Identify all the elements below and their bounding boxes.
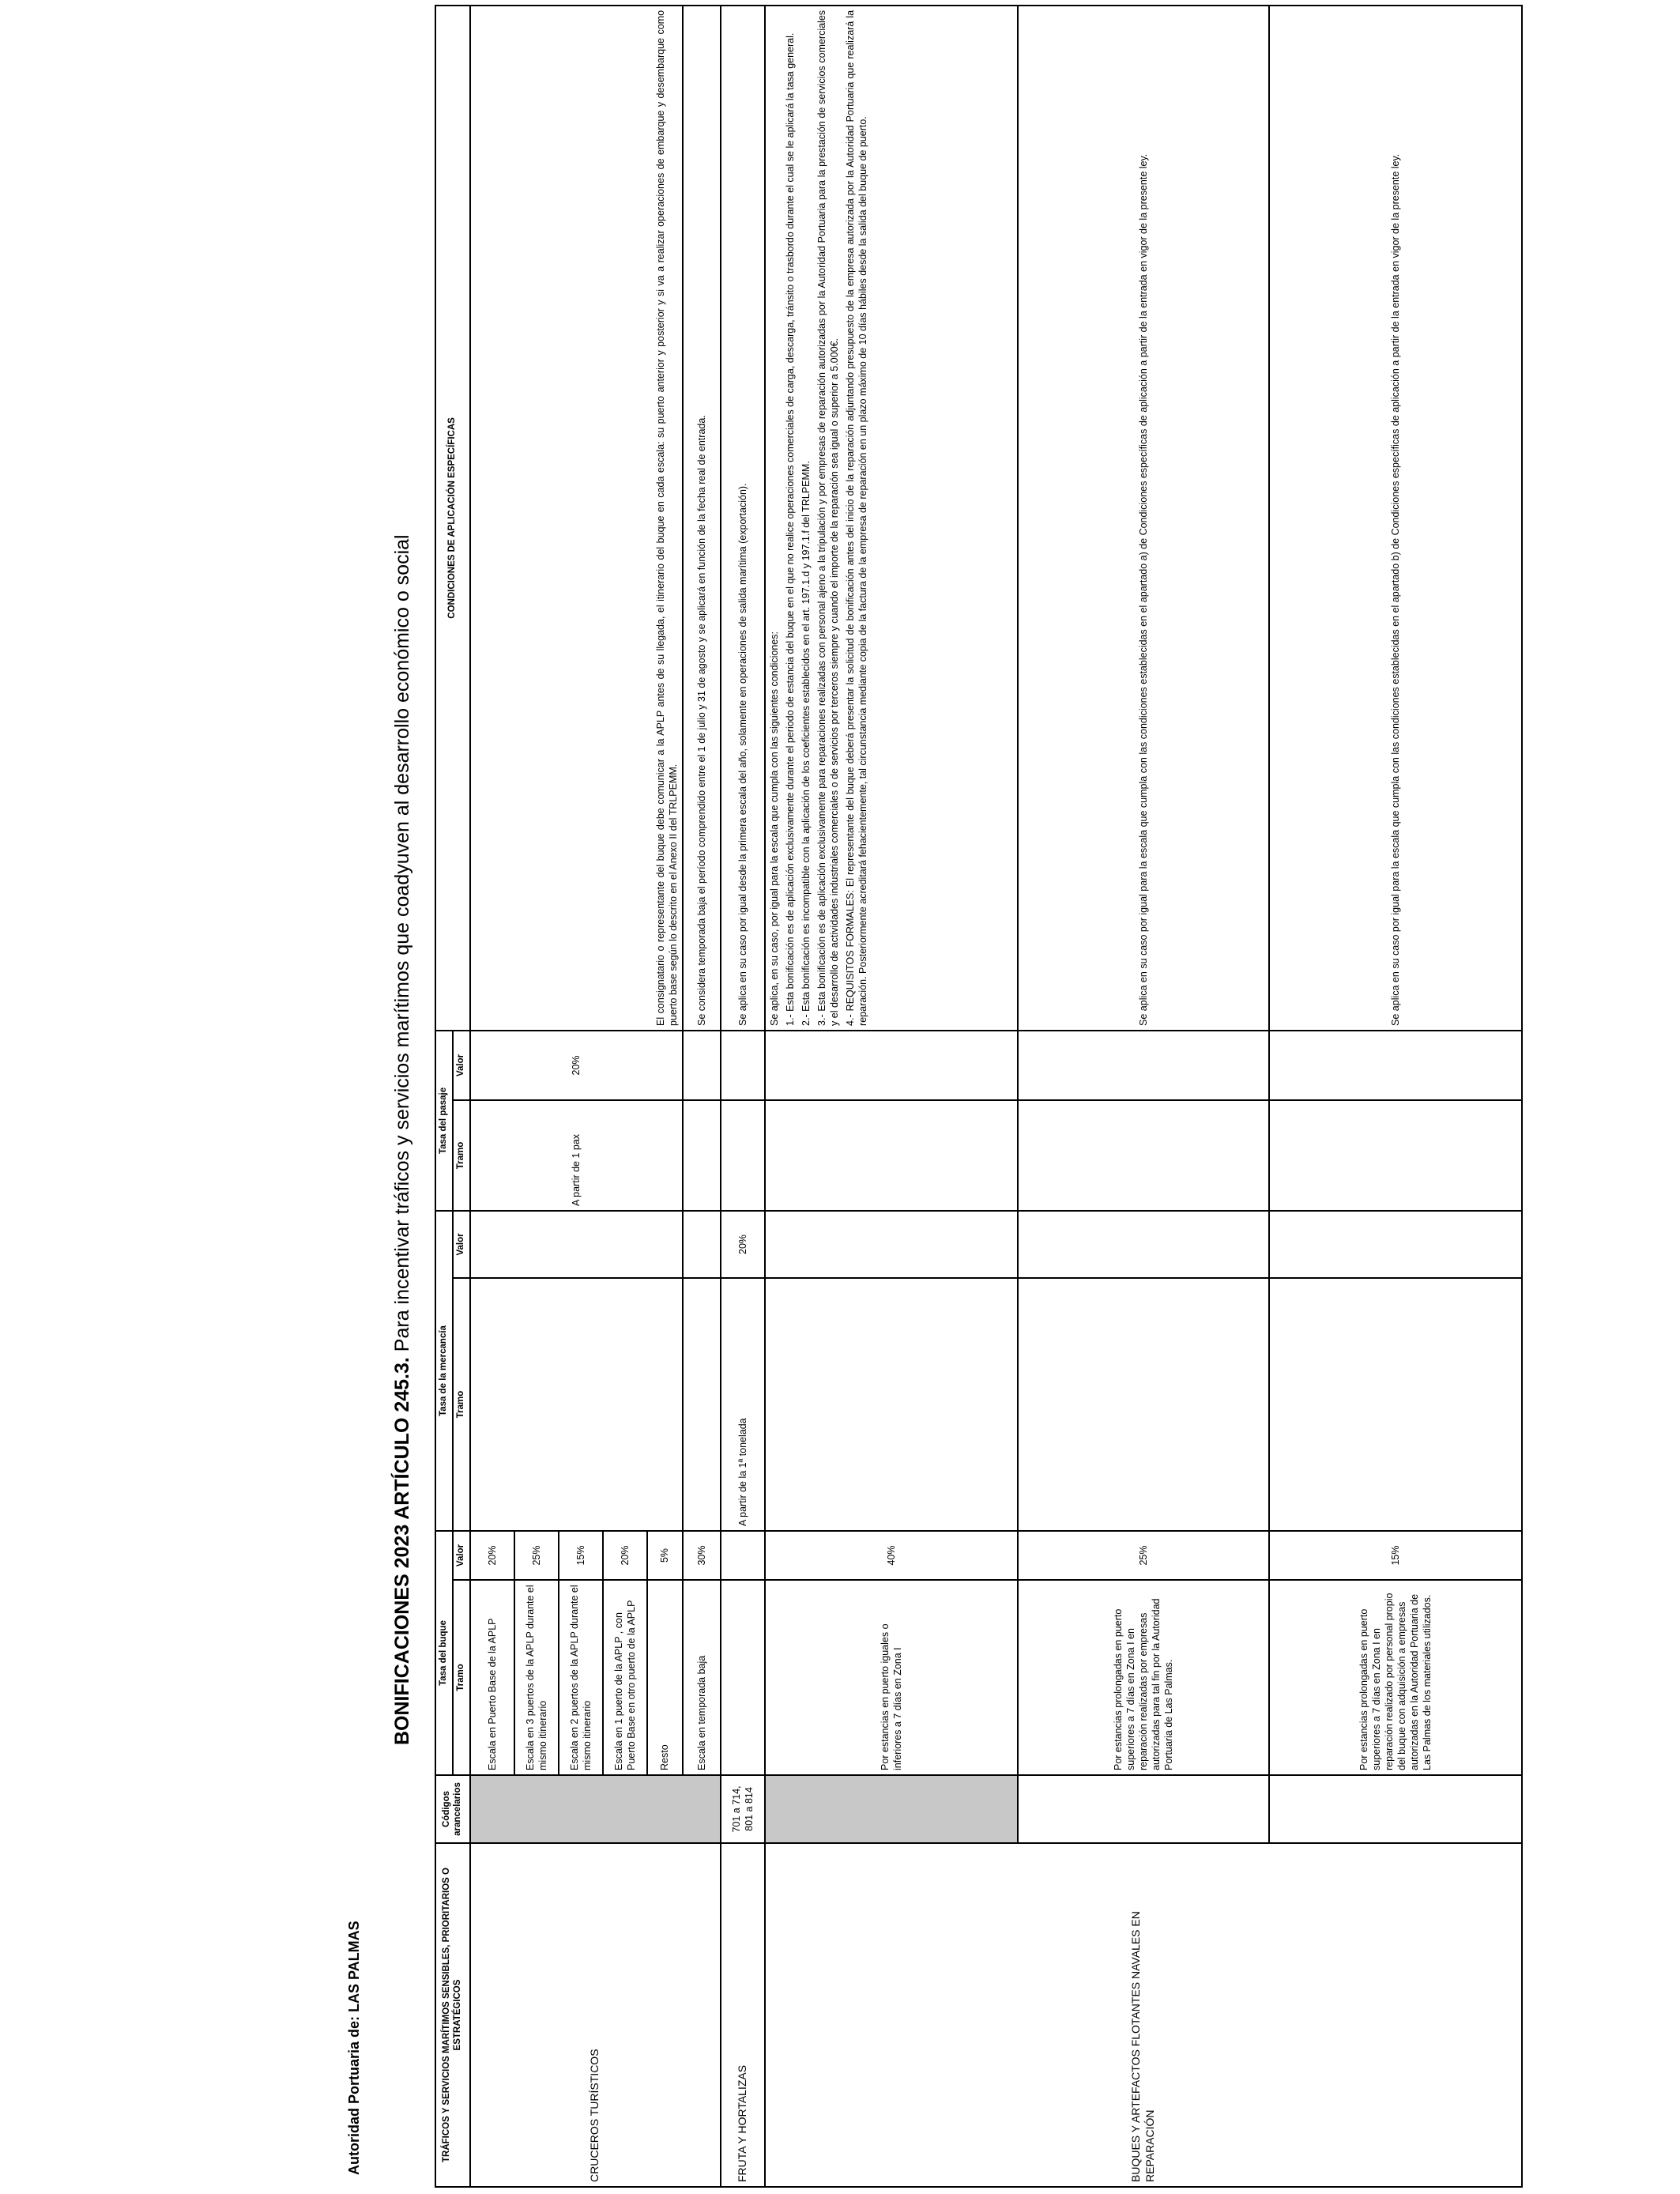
header-buque-valor: Valor (453, 1531, 470, 1580)
pasaje-valor-empty (1269, 1031, 1522, 1100)
header-tasa-buque: Tasa del buque (435, 1531, 453, 1775)
pasaje-tramo-empty (721, 1100, 765, 1211)
buque-tramo: Escala en 2 puertos de la APLP durante el mismo itinerario (559, 1580, 603, 1775)
buque-tramo: Resto (647, 1580, 683, 1775)
mercancia-valor-empty (765, 1211, 1018, 1278)
buque-valor: 30% (683, 1531, 721, 1580)
buque-tramo: Escala en 3 puertos de la APLP durante el mismo itinerario (514, 1580, 559, 1775)
codigos-empty (1269, 1775, 1522, 1843)
pasaje-tramo-empty (683, 1100, 721, 1211)
header-traficos: TRÁFICOS Y SERVICIOS MARÍTIMOS SENSIBLES, PRIORITARIOS O ESTRATÉGICOS (435, 1843, 470, 2187)
mercancia-tramo-empty (470, 1278, 683, 1531)
table-row (721, 6, 765, 2187)
buque-tramo: Escala en Puerto Base de la APLP (470, 1580, 514, 1775)
header-tasa-mercancia: Tasa de la mercancía (435, 1211, 453, 1531)
codigos-empty (1018, 1775, 1269, 1843)
title-article: BONIFICACIONES 2023 ARTÍCULO 245.3. (391, 1357, 413, 1745)
buque-tramo: Por estancias prolongadas en puerto superiores a 7 días en Zona I en reparación realizado por personal propio del buque con adquisición a empresas autorizadas en la Autoridad Portuaria de Las Palmas de los materiales utilizados. (1269, 1580, 1522, 1775)
buque-valor: 15% (1269, 1531, 1522, 1580)
mercancia-tramo-empty (1269, 1278, 1522, 1531)
pasaje-valor-empty (721, 1031, 765, 1100)
condicion-item: 1.- Esta bonificación es de aplicación exclusivamente durante el periodo de estancia del buque en el que no realice operaciones comerciales de carga, descarga, tránsito o trasbordo durante el cual se le aplicará la tasa general. (784, 32, 796, 1026)
buque-tramo: Por estancias en puerto iguales o inferiores a 7 días en Zona I (765, 1580, 1018, 1775)
port-authority-label: Autoridad Portuaria de: LAS PALMAS (346, 1921, 362, 2175)
buque-valor: 15% (559, 1531, 603, 1580)
mercancia-valor-empty (683, 1211, 721, 1278)
pasaje-valor: 20% (470, 1031, 683, 1100)
page-title (391, 534, 414, 1745)
buque-valor: 25% (1018, 1531, 1269, 1580)
header-mercancia-valor: Valor (453, 1211, 470, 1278)
mercancia-tramo-empty (683, 1278, 721, 1531)
buque-valor: 20% (603, 1531, 647, 1580)
mercancia-valor-empty (1018, 1211, 1269, 1278)
condicion-intro: Se aplica, en su caso, por igual para la escala que cumpla con las siguientes condiciones: (768, 631, 780, 1026)
table-row (470, 6, 514, 2187)
buque-valor: 40% (765, 1531, 1018, 1580)
condicion-item: 3.- Esta bonificación es de aplicación exclusivamente para reparaciones realizadas con personal ajeno a la tripulación y por empresas de reparación autorizadas por la Autoridad Portuaria para la prestación de servicios comerciales y el desarrollo de actividades industriales comerciales o de servicios por terceros siempre y cuando el importe de la reparación sea igual o superior a 5.000€. (816, 9, 840, 1026)
buques-codigos-blank (765, 1775, 1018, 1843)
pasaje-tramo: A partir de 1 pax (470, 1100, 683, 1211)
header-mercancia-tramo: Tramo (453, 1278, 470, 1531)
buque-valor: 5% (647, 1531, 683, 1580)
buque-tramo: Escala en temporada baja (683, 1580, 721, 1775)
buque-valor: 25% (514, 1531, 559, 1580)
cruceros-category: CRUCEROS TURÍSTICOS (470, 1843, 721, 2187)
reparacion-condiciones (765, 6, 1018, 1031)
mercancia-valor-empty (1269, 1211, 1522, 1278)
pasaje-tramo-empty (1269, 1100, 1522, 1211)
header-codigos: Códigos arancelarios (435, 1775, 470, 1843)
header-row-1 (435, 6, 453, 2187)
buque-tramo-empty (721, 1580, 765, 1775)
fruta-condiciones: Se aplica en su caso por igual desde la primera escala del año, solamente en operaciones de salida marítima (exportación). (721, 6, 765, 1031)
condicion-item: 4.- REQUISITOS FORMALES: El representante del buque deberá presentar la solicitud de bonificación antes del inicio de la reparación adjuntando presupuesto de la empresa autorizada por la Autoridad Portuaria que realizará la reparación. Posteriormente acreditará fehacientemente, tal circunstancia mediante copia de la factura de la empresa de reparación en un plazo máximo de 10 días hábiles desde la salida del buque de puerto. (844, 9, 868, 1026)
buque-tramo: Escala en 1 puerto de la APLP , con Puerto Base en otro puerto de la APLP (603, 1580, 647, 1775)
fruta-codigos: 701 a 714, 801 a 814 (721, 1775, 765, 1843)
header-pasaje-valor: Valor (453, 1031, 470, 1100)
pasaje-valor-empty (683, 1031, 721, 1100)
header-condiciones: CONDICIONES DE APLICACIÓN ESPECÍFICAS (435, 6, 470, 1031)
temporada-baja-condiciones: Se considera temporada baja el período comprendido entre el 1 de julio y 31 de agosto y se aplicará en función de la fecha real de entrada. (683, 6, 721, 1031)
mercancia-tramo-empty (765, 1278, 1018, 1531)
pasaje-valor-empty (765, 1031, 1018, 1100)
condicion-item: 2.- Esta bonificación es incompatible con la aplicación de los coeficientes establecidos en el art. 197.1.d y 197.1.f del TRLPEMM. (800, 461, 812, 1026)
buque-valor-empty (721, 1531, 765, 1580)
title-description: Para incentivar tráficos y servicios marítimos que coadyuven al desarrollo económico o social (391, 534, 413, 1358)
buque-valor: 20% (470, 1531, 514, 1580)
reparacion-condiciones-b: Se aplica en su caso por igual para la escala que cumpla con las condiciones establecidas en el apartado b) de Condiciones específicas de aplicación a partir de la entrada en vigor de la presente ley. (1269, 6, 1522, 1031)
fruta-category: FRUTA Y HORTALIZAS (721, 1843, 765, 2187)
header-buque-tramo: Tramo (453, 1580, 470, 1775)
pasaje-tramo-empty (765, 1100, 1018, 1211)
cruceros-codigos-blank (470, 1775, 721, 1843)
mercancia-tramo: A partir de la 1ª tonelada (721, 1278, 765, 1531)
reparacion-condiciones-a: Se aplica en su caso por igual para la escala que cumpla con las condiciones establecidas en el apartado a) de Condiciones específicas de aplicación a partir de la entrada en vigor de la presente ley. (1018, 6, 1269, 1031)
buques-category: BUQUES Y ARTEFACTOS FLOTANTES NAVALES EN REPARACIÓN (765, 1843, 1522, 2187)
pasaje-valor-empty (1018, 1031, 1269, 1100)
header-tasa-pasaje: Tasa del pasaje (435, 1031, 453, 1211)
cruceros-condiciones: El consignatario o representante del buque debe comunicar a la APLP antes de su llegada, el itinerario del buque en cada escala: su puerto anterior y posterior y si va a realizar operaciones de embarque y desembarque como puerto base según lo descrito en el Anexo II del TRLPEMM. (470, 6, 683, 1031)
mercancia-valor: 20% (721, 1211, 765, 1278)
table-row (765, 6, 1018, 2187)
pasaje-tramo-empty (1018, 1100, 1269, 1211)
mercancia-tramo-empty (1018, 1278, 1269, 1531)
bonificaciones-table (435, 5, 1523, 2188)
mercancia-valor-empty (470, 1211, 683, 1278)
header-pasaje-tramo: Tramo (453, 1100, 470, 1211)
buque-tramo: Por estancias prolongadas en puerto superiores a 7 días en Zona I en reparación realizadas por empresas autorizadas para tal fin por la Autoridad Portuaria de Las Palmas. (1018, 1580, 1269, 1775)
